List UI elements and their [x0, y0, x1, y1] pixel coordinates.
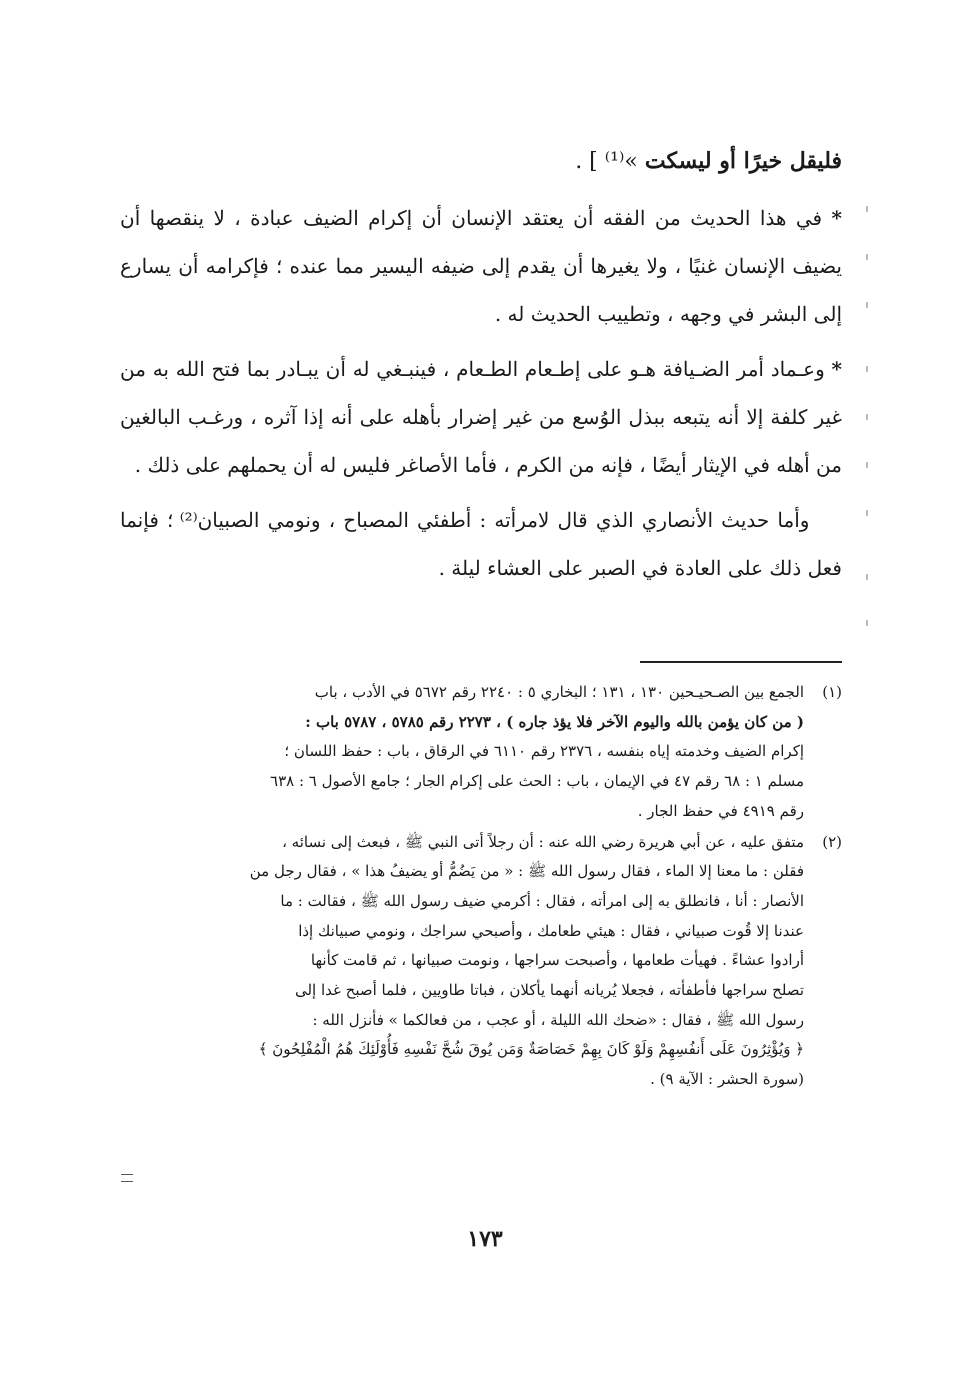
- page-number: ١٧٣: [467, 1226, 503, 1252]
- paragraph-1: [120, 194, 842, 338]
- scan-margin-ticks: [866, 206, 868, 626]
- opening-line-bold: فليقل خيرًا أو ليسكت: [644, 148, 842, 174]
- paragraph-line: الأصاغر فليس له أن يحملهم على ذلك .: [134, 453, 459, 477]
- opening-line-rest: »⁽¹⁾ ] .: [575, 149, 645, 174]
- footnote-line: رسول الله ﷺ ، فقال : «ضحك الله الليلة ، أو عجب ، من فعالكما » فأنزل الله :: [312, 1010, 804, 1029]
- footnote-line: ( من كان يؤمن بالله واليوم الآخر فلا يؤذ جاره ) ، ٢٢٧٣ رقم ٥٧٨٥ ، ٥٧٨٧ باب :: [305, 712, 804, 731]
- paragraph-3: [120, 496, 842, 592]
- footnote-number: (١): [822, 683, 842, 701]
- scan-edge-mark: [121, 1174, 133, 1182]
- paragraph-line: الصبيان⁽²⁾ ؛ فإنما فعل ذلك على العادة في الصبر على العشاء ليلة .: [120, 508, 842, 580]
- footnote-line: أرادوا عشاءً . فهيأت طعامها ، وأصبحت سراجها ، ونومت صبيانها ، ثم قامت كأنها: [310, 951, 804, 970]
- bullet-marker: *: [831, 357, 843, 381]
- paragraph-line: ينقصها أن يضيف الإنسان غنيًا ، ولا يغيرها أن يقدم إلى ضيفه اليسير مما: [120, 206, 842, 278]
- quran-verse-line: ﴿ وَيُؤْثِرُونَ عَلَى أَنفُسِهِمْ وَلَوْ كَانَ بِهِمْ خَصَاصَةٌ وَمَن يُوقَ شُحَّ نَفْسِهِ فَأُوْلَئِكَ هُمُ الْمُفْلِحُونَ ﴾: [258, 1040, 804, 1059]
- footnotes: [120, 678, 842, 1096]
- paragraph-line: فتح الله به من غير كلفة إلا أنه يتبعه ببذل الوُسع من غير إضرار بأهله على أنه: [120, 357, 842, 429]
- footnote-number: (٢): [822, 832, 842, 851]
- footnote-body: [120, 828, 804, 1095]
- paragraph-2: [120, 345, 842, 489]
- footnote-line: الأنصار : أنا ، فانطلق به إلى امرأته ، فقال : أكرمي ضيف رسول الله ﷺ ، فقالت : ما: [280, 891, 804, 910]
- paragraph-line: وعـماد أمر الضـيافة هـو على إطـعام الطـعام ، فينبـغي له أن يبـادر بما: [246, 357, 825, 381]
- footnote-line: عندنا إلا قُوت صبياني ، فقال : هيئي طعامك ، وأصبحي سراجك ، ونومي صبيانك إذا: [298, 921, 804, 940]
- footnote-line: متفق عليه ، عن أبي هريرة رضي الله عنه : أن رجلاً أتى النبي ﷺ ، فبعث إلى نسائه ،: [282, 832, 804, 851]
- main-text: [120, 194, 842, 599]
- paragraph-line: في هذا الحديث من الفقه أن يعتقد الإنسان أن إكرام الضيف عبادة ، لا: [213, 206, 823, 230]
- footnote-body: [120, 678, 804, 827]
- paragraph-line: وأما حديث الأنصاري الذي قال لامرأته : أطفئي المصباح ، ونومي: [267, 508, 810, 532]
- footnote-divider: [640, 661, 842, 663]
- footnote-line: تصلح سراجها فأطفأته ، فجعلا يُريانه أنهما يأكلان ، فباتا طاويين ، فلما أصبح غدا إلى: [294, 981, 804, 1000]
- footnote-1: [120, 678, 842, 827]
- opening-line: [122, 138, 842, 185]
- footnote-line: رقم ٤٩١٩ في حفظ الجار .: [637, 801, 804, 820]
- bullet-marker: *: [831, 206, 843, 230]
- footnote-line: فقلن : ما معنا إلا الماء ، فقال رسول الله ﷺ : « من يَضُمُّ أو يضيفُ هذا » ، فقال رجل من: [249, 862, 804, 881]
- footnote-line: الجمع بين الصـحيـحين ١٣٠ ، ١٣١ ؛ البخاري ٥ : ٢٢٤٠ رقم ٥٦٧٢ في الأدب ، باب: [314, 683, 804, 701]
- footnote-line: مسلم ١ : ٦٨ رقم ٤٧ في الإيمان ، باب : الحث على إكرام الجار ؛ جامع الأصول ٦ : ٦٣٨: [270, 772, 804, 791]
- paragraph-line: عنده ؛ فإكرامه أن يسارع إلى البشر في وجهه ، وتطييب الحديث له .: [120, 254, 842, 326]
- footnote-line: (سورة الحشر : الآية ٩) .: [650, 1070, 804, 1089]
- paragraph-line: إذا آثره ، ورغـب البالغين من أهله في الإيثار أيضًا ، فإنه من الكرم ، فأما: [120, 405, 842, 477]
- footnote-2: [120, 828, 842, 1095]
- footnote-line: إكرام الضيف وخدمته إياه بنفسه ، ٢٣٧٦ رقم ٦١١٠ في الرقاق ، باب : حفظ اللسان ؛: [284, 742, 804, 761]
